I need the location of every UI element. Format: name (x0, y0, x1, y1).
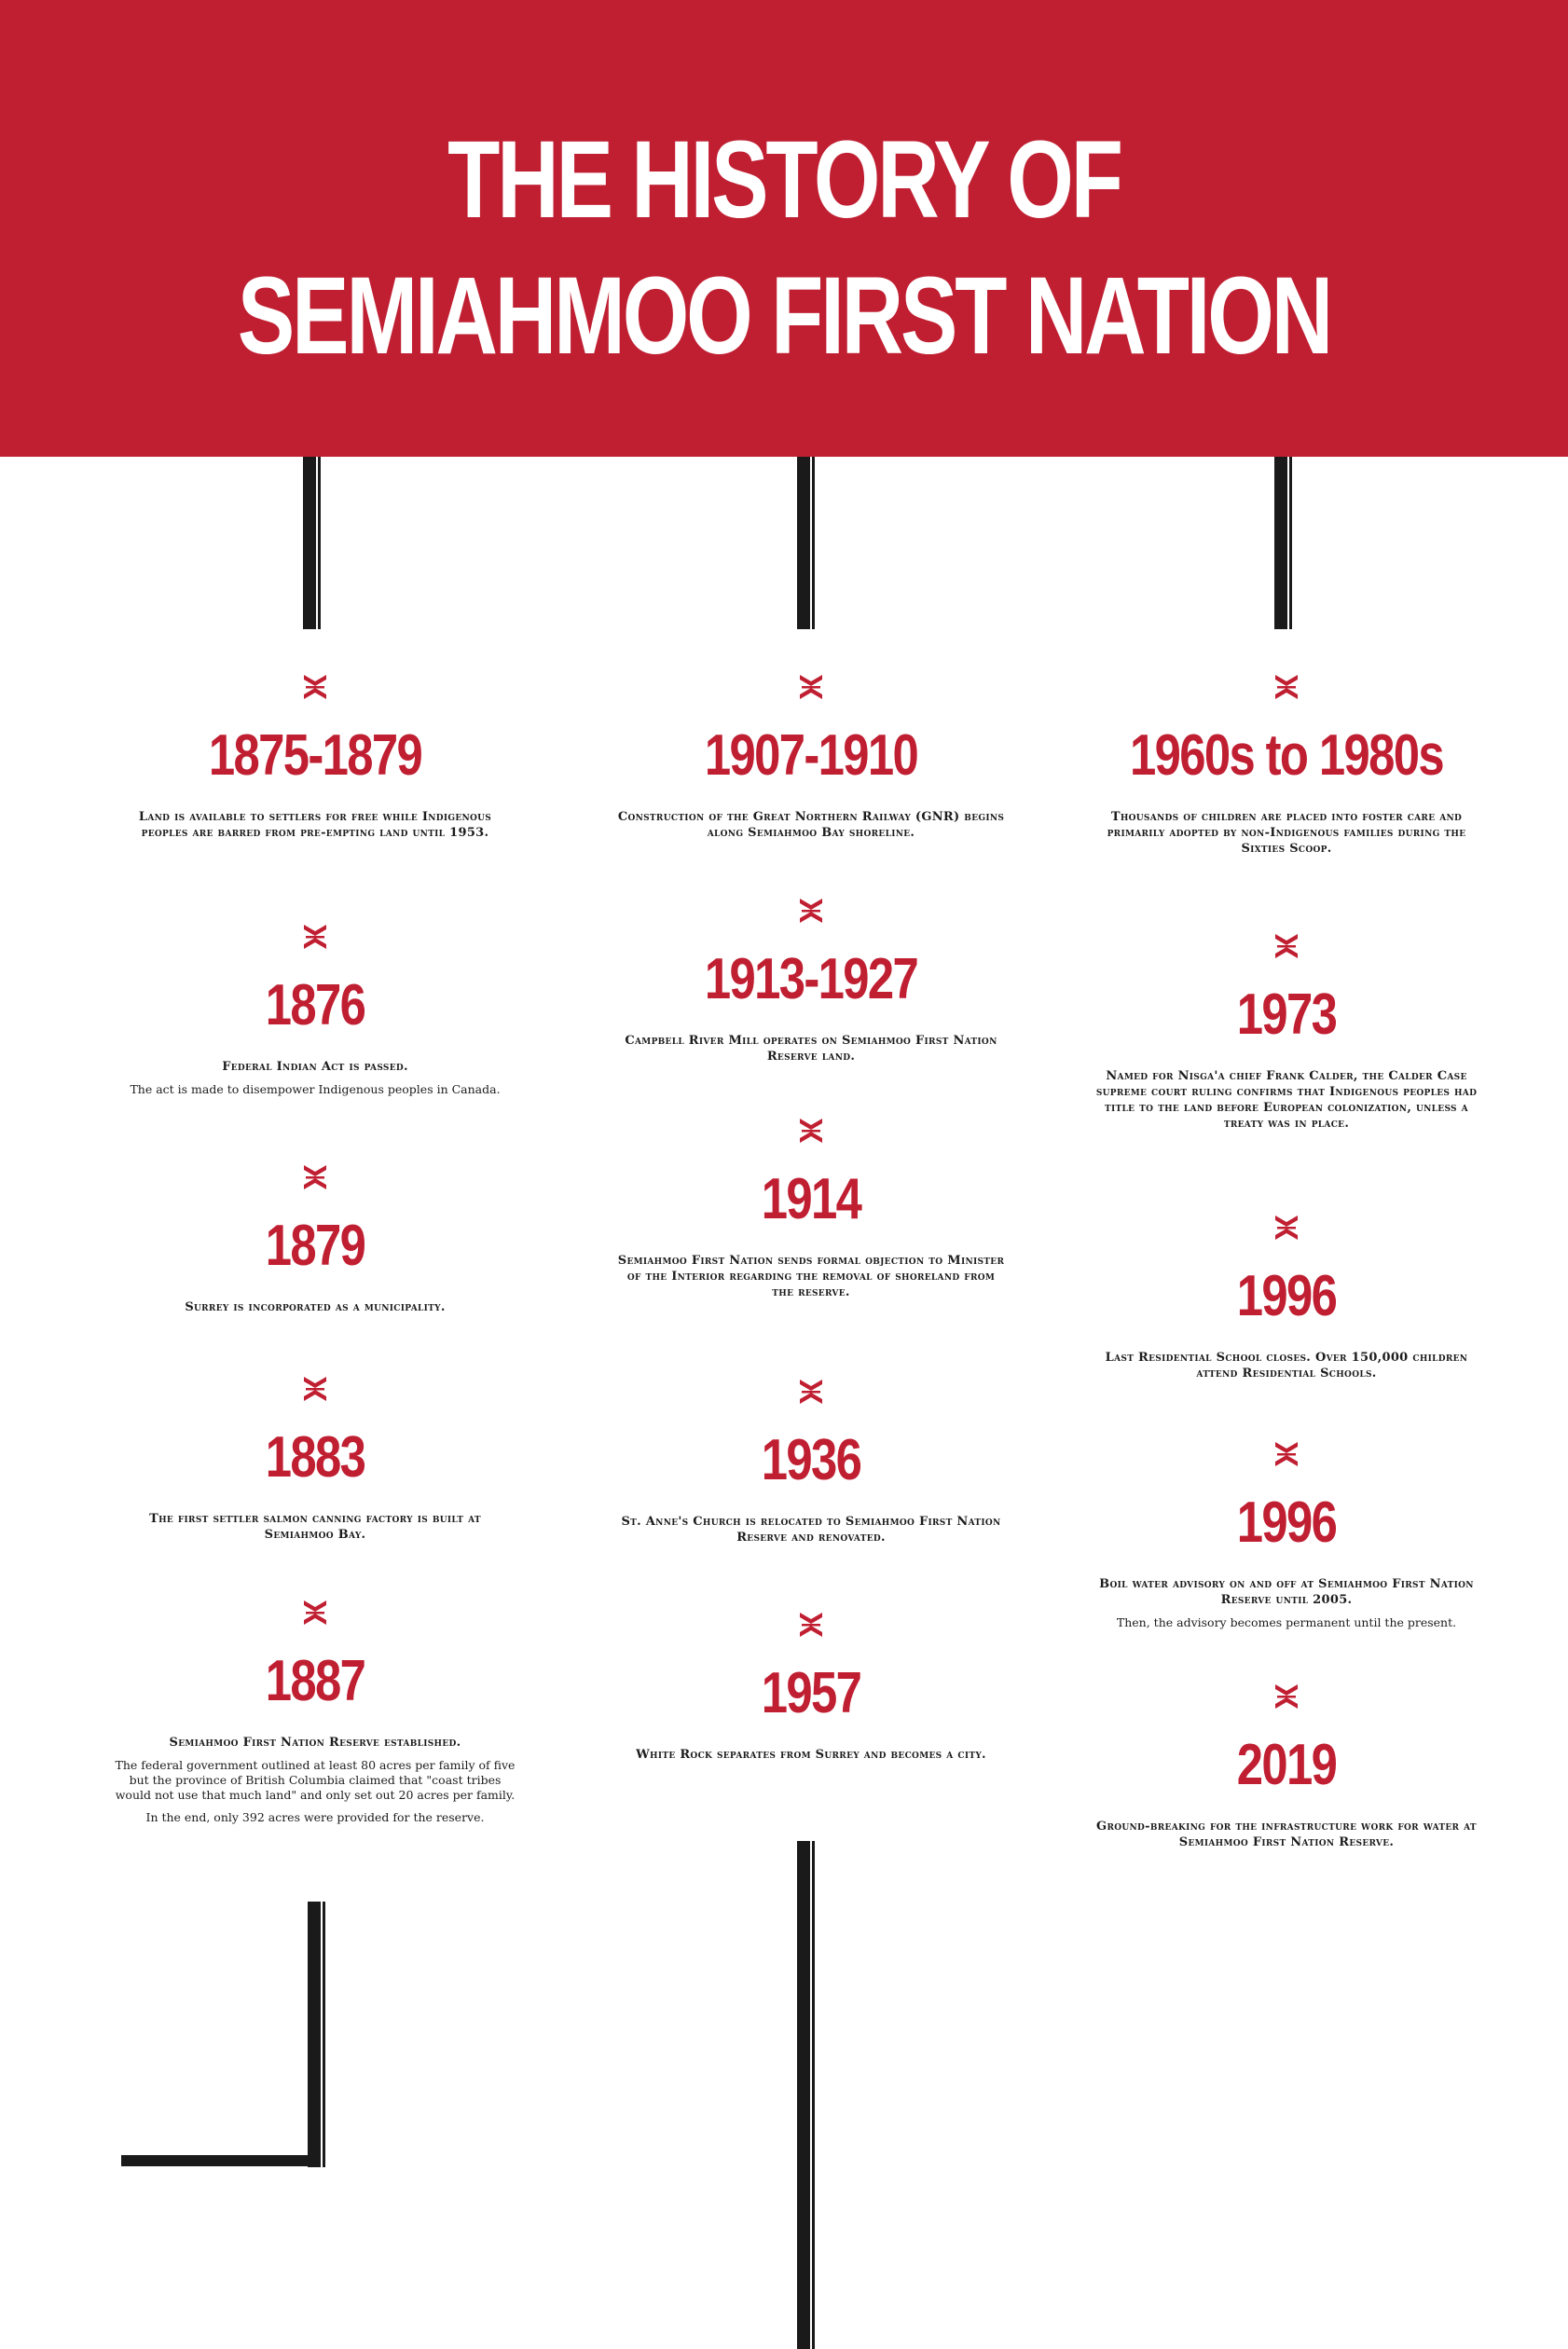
timeline-event (1072, 1683, 1501, 1850)
chevron-stack-icon (799, 1611, 823, 1639)
timeline-bar-top-left (303, 457, 316, 629)
event-year: 1960s to 1980s (1129, 723, 1444, 788)
chevron-stack-icon (1274, 1683, 1299, 1710)
event-description: Campbell River Mill operates on Semiahmoo First Nation Reserve land. (625, 1034, 997, 1064)
chevron-stack-icon (799, 1378, 823, 1406)
event-description: St. Anne's Church is relocated to Semiahmoo First Nation Reserve and renovated. (621, 1515, 1001, 1545)
event-year: 1936 (761, 1428, 861, 1492)
timeline-event (101, 673, 530, 841)
event-note: Then, the advisory becomes permanent until the present. (1116, 1615, 1457, 1629)
chevron-stack-icon (303, 1599, 327, 1627)
event-year: 1957 (761, 1661, 861, 1725)
event-note: In the end, only 392 acres were provided for the reserve. (145, 1810, 485, 1824)
event-description: Boil water advisory on and off at Semiahmoo First Nation Reserve until 2005. (1099, 1577, 1474, 1607)
event-year: 1883 (265, 1425, 365, 1490)
timeline-event (597, 1378, 1025, 1545)
chevron-stack-icon (303, 1163, 327, 1191)
event-year: 1876 (265, 973, 365, 1037)
event-year: 1887 (265, 1649, 365, 1713)
timeline-bar-bottom-left (308, 1902, 321, 2167)
chevron-stack-icon (799, 673, 823, 701)
event-year: 1879 (265, 1214, 365, 1278)
event-year: 2019 (1236, 1733, 1337, 1797)
chevron-stack-icon (1274, 932, 1299, 960)
event-year: 1875-1879 (208, 723, 422, 788)
timeline-event (597, 1117, 1025, 1300)
chevron-stack-icon (1274, 1214, 1299, 1242)
timeline-event (101, 1375, 530, 1543)
timeline-event (1072, 1440, 1501, 1630)
event-description: White Rock separates from Surrey and becomes a city. (636, 1748, 986, 1762)
event-year: 1907-1910 (704, 723, 918, 788)
event-description: Named for Nisga'a chief Frank Calder, the Calder Case supreme court ruling confirms that Indigenous peoples had title to the land before European colonization, unless a treaty was in place. (1095, 1069, 1478, 1131)
event-description: Surrey is incorporated as a municipality. (185, 1300, 446, 1314)
title-line-2: SEMIAHMOO FIRST NATION (237, 254, 1331, 378)
event-description: Land is available to settlers for free while Indigenous peoples are barred from pre-empting land until 1953. (138, 810, 492, 840)
event-year: 1914 (761, 1167, 861, 1231)
event-year: 1996 (1236, 1490, 1337, 1555)
timeline-event (597, 1611, 1025, 1763)
timeline-event (1072, 932, 1501, 1132)
event-year: 1973 (1236, 982, 1337, 1047)
chevron-stack-icon (1274, 673, 1299, 701)
timeline-event (101, 923, 530, 1097)
timeline-event (597, 897, 1025, 1065)
chevron-stack-icon (799, 1117, 823, 1145)
header-banner (0, 0, 1568, 457)
chevron-stack-icon (303, 673, 327, 701)
timeline-event (101, 1163, 530, 1315)
chevron-stack-icon (799, 897, 823, 925)
chevron-stack-icon (303, 1375, 327, 1403)
timeline-event (1072, 673, 1501, 857)
timeline-bar-top-center (797, 457, 810, 629)
event-description: Federal Indian Act is passed. (222, 1060, 408, 1074)
event-note: The act is made to disempower Indigenous peoples in Canada. (130, 1082, 501, 1096)
timeline-event (1072, 1214, 1501, 1381)
event-description: Ground-breaking for the infrastructure work for water at Semiahmoo First Nation Reserve. (1096, 1820, 1477, 1849)
chevron-stack-icon (303, 923, 327, 951)
event-year: 1913-1927 (704, 947, 918, 1011)
timeline-bar-bottom-left-horizontal (121, 2155, 321, 2166)
page-title (172, 112, 1396, 384)
chevron-stack-icon (1274, 1440, 1299, 1468)
event-description: Construction of the Great Northern Railway (GNR) begins along Semiahmoo Bay shoreline. (617, 810, 1005, 840)
title-line-1: THE HISTORY OF (447, 118, 1121, 241)
event-description: Thousands of children are placed into foster care and primarily adopted by non-Indigenous families during the Sixties Scoop. (1107, 810, 1466, 856)
event-note: The federal government outlined at least 80 acres per family of five but the province of British Columbia claimed that "coast tribes would not use that much land" and only set out 20 acres per family. (115, 1758, 516, 1802)
timeline-bar-top-right (1274, 457, 1287, 629)
event-year: 1996 (1236, 1264, 1337, 1328)
timeline-bar-bottom-center (797, 1841, 810, 2349)
timeline-event (597, 673, 1025, 841)
timeline-event (101, 1599, 530, 1825)
event-description: Semiahmoo First Nation Reserve established. (169, 1736, 461, 1750)
event-description: Last Residential School closes. Over 150,000 children attend Residential Schools. (1105, 1351, 1468, 1381)
event-description: The first settler salmon canning factory is built at Semiahmoo Bay. (149, 1512, 481, 1542)
event-description: Semiahmoo First Nation sends formal objection to Minister of the Interior regarding the removal of shoreland from the reserve. (617, 1254, 1005, 1299)
